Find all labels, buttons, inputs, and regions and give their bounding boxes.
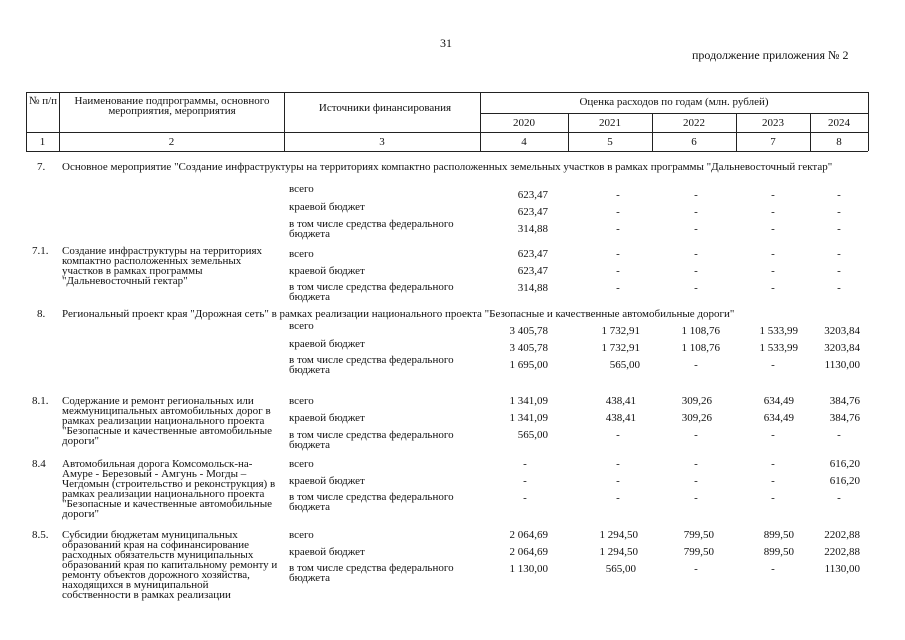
value-cell: - (694, 429, 698, 441)
value-cell: - (837, 265, 841, 277)
source-label: краевой бюджет (289, 338, 365, 350)
value-cell: 565,00 (605, 563, 636, 575)
section-title: Автомобильная дорога Комсомольск-на-Амуре - Березовый - Амгунь - Могды – Чегдомын (строительство и реконструкция) в рамках реализации национального проекта "Безопасные и качественные автомобильные дороги" (62, 458, 276, 520)
header-year: 2023 (762, 117, 784, 129)
source-label: в том числе средства федерального бюджета (289, 354, 454, 376)
value-cell: 1130,00 (824, 563, 860, 575)
value-cell: 899,50 (763, 546, 794, 558)
value-cell: - (771, 359, 775, 371)
header-index: 3 (379, 136, 385, 148)
value-cell: - (616, 206, 620, 218)
source-label: в том числе средства федерального бюджета (289, 562, 454, 584)
value-cell: - (616, 265, 620, 277)
source-label: в том числе средства федерального бюджета (289, 218, 454, 240)
value-cell: 1 294,50 (599, 529, 638, 541)
source-label: краевой бюджет (289, 546, 365, 558)
value-cell: - (694, 475, 698, 487)
value-cell: 438,41 (605, 412, 636, 424)
continuation-label: продолжение приложения № 2 (692, 48, 849, 62)
value-cell: - (771, 189, 775, 201)
section-title: Создание инфраструктуры на территориях компактно расположенных земельных участков в рамках программы "Дальневосточный гектар" (62, 245, 263, 287)
value-cell: - (616, 189, 620, 201)
value-cell: - (771, 563, 775, 575)
value-cell: 1 695,00 (509, 359, 548, 371)
source-label: в том числе средства федерального бюджета (289, 491, 454, 513)
header-col-number: № п/п (28, 95, 58, 107)
value-cell: 634,49 (763, 395, 794, 407)
source-label: всего (289, 395, 314, 407)
source-label: всего (289, 248, 314, 260)
section-title: Субсидии бюджетам муниципальных образований края на софинансирование расходных обязательств муниципальных образований края по капитальному ремонту и ремонту объектов дорожного хозяйства, находящихся в муниципальной собственности в рамках реализации (62, 529, 278, 601)
source-label: в том числе средства федерального бюджета (289, 429, 454, 451)
value-cell: - (837, 206, 841, 218)
value-cell: 623,47 (517, 206, 548, 218)
value-cell: - (771, 475, 775, 487)
header-index: 4 (521, 136, 527, 148)
source-label: краевой бюджет (289, 201, 365, 213)
value-cell: 799,50 (683, 529, 714, 541)
source-label: краевой бюджет (289, 265, 365, 277)
value-cell: 314,88 (517, 223, 548, 235)
value-cell: - (771, 223, 775, 235)
value-cell: - (523, 492, 527, 504)
page-number: 31 (440, 36, 452, 50)
source-label: всего (289, 458, 314, 470)
section-number: 8. (37, 308, 46, 320)
section-title: Региональный проект края "Дорожная сеть" в рамках реализации национального проекта "Безопасные и качественные автомобильные дороги" (62, 308, 735, 320)
source-label: краевой бюджет (289, 412, 365, 424)
value-cell: 1130,00 (824, 359, 860, 371)
section-number: 7.1. (32, 245, 49, 257)
value-cell: - (616, 475, 620, 487)
value-cell: 634,49 (763, 412, 794, 424)
header-index: 1 (39, 136, 46, 148)
header-year: 2022 (683, 117, 705, 129)
value-cell: - (694, 458, 698, 470)
value-cell: 1 108,76 (681, 342, 720, 354)
value-cell: - (523, 458, 527, 470)
value-cell: - (837, 492, 841, 504)
section-number: 8.1. (32, 395, 49, 407)
value-cell: 623,47 (517, 265, 548, 277)
section-title: Основное мероприятие "Создание инфраструктуры на территориях компактно расположенных земельных участков в рамках программы "Дальневосточный гектар" (62, 161, 833, 173)
section-title: Содержание и ремонт региональных или межмуниципальных автомобильных дорог в рамках реализации национального проекта "Безопасные и качественные автомобильные дороги" (62, 395, 272, 447)
value-cell: - (616, 458, 620, 470)
value-cell: - (837, 429, 841, 441)
source-label: краевой бюджет (289, 475, 365, 487)
value-cell: 2 064,69 (509, 529, 548, 541)
value-cell: - (771, 265, 775, 277)
value-cell: 314,88 (517, 282, 548, 294)
header-col-estimate: Оценка расходов по годам (млн. рублей) (579, 96, 769, 108)
value-cell: - (694, 248, 698, 260)
source-label: в том числе средства федерального бюджета (289, 281, 454, 303)
header-year: 2020 (513, 117, 535, 129)
value-cell: - (616, 282, 620, 294)
value-cell: 616,20 (829, 475, 860, 487)
header-col-source: Источники финансирования (318, 102, 452, 114)
value-cell: 3203,84 (824, 342, 860, 354)
header-index: 6 (691, 136, 697, 148)
header-year: 2024 (828, 117, 850, 129)
value-cell: 565,00 (517, 429, 548, 441)
value-cell: - (616, 429, 620, 441)
value-cell: 384,76 (829, 412, 860, 424)
value-cell: - (616, 248, 620, 260)
value-cell: 309,26 (681, 412, 712, 424)
source-label: всего (289, 183, 314, 195)
header-year: 2021 (599, 117, 621, 129)
value-cell: 1 294,50 (599, 546, 638, 558)
value-cell: - (694, 492, 698, 504)
value-cell: 1 341,09 (509, 395, 548, 407)
value-cell: - (616, 492, 620, 504)
value-cell: - (837, 223, 841, 235)
value-cell: 3 405,78 (509, 325, 548, 337)
value-cell: 3 405,78 (509, 342, 548, 354)
value-cell: 623,47 (517, 189, 548, 201)
value-cell: 1 341,09 (509, 412, 548, 424)
value-cell: 1 130,00 (509, 563, 548, 575)
value-cell: 565,00 (609, 359, 640, 371)
value-cell: - (694, 189, 698, 201)
value-cell: 799,50 (683, 546, 714, 558)
value-cell: - (837, 282, 841, 294)
value-cell: 616,20 (829, 458, 860, 470)
value-cell: - (771, 206, 775, 218)
value-cell: - (771, 458, 775, 470)
value-cell: - (523, 475, 527, 487)
section-number: 8.5. (32, 529, 49, 541)
value-cell: 2202,88 (824, 546, 860, 558)
value-cell: 1 533,99 (759, 342, 798, 354)
value-cell: - (694, 206, 698, 218)
value-cell: - (837, 189, 841, 201)
value-cell: 2 064,69 (509, 546, 548, 558)
header-index: 5 (607, 136, 613, 148)
value-cell: - (771, 248, 775, 260)
value-cell: - (771, 282, 775, 294)
source-label: всего (289, 529, 314, 541)
section-number: 7. (37, 161, 46, 173)
value-cell: 1 732,91 (601, 325, 640, 337)
value-cell: - (694, 282, 698, 294)
header-col-name: Наименование подпрограммы, основного мероприятия, мероприятия (74, 95, 270, 117)
value-cell: - (616, 223, 620, 235)
header-index: 7 (770, 136, 776, 148)
value-cell: 899,50 (763, 529, 794, 541)
value-cell: - (771, 429, 775, 441)
section-number: 8.4 (32, 458, 46, 470)
value-cell: 3203,84 (824, 325, 860, 337)
value-cell: 438,41 (605, 395, 636, 407)
value-cell: - (694, 265, 698, 277)
value-cell: 1 533,99 (759, 325, 798, 337)
value-cell: - (771, 492, 775, 504)
value-cell: - (694, 563, 698, 575)
value-cell: - (694, 223, 698, 235)
value-cell: - (837, 248, 841, 260)
value-cell: 384,76 (829, 395, 860, 407)
value-cell: - (694, 359, 698, 371)
value-cell: 1 732,91 (601, 342, 640, 354)
value-cell: 309,26 (681, 395, 712, 407)
header-index: 2 (168, 136, 175, 148)
header-index: 8 (836, 136, 842, 148)
value-cell: 2202,88 (824, 529, 860, 541)
source-label: всего (289, 320, 314, 332)
value-cell: 1 108,76 (681, 325, 720, 337)
value-cell: 623,47 (517, 248, 548, 260)
